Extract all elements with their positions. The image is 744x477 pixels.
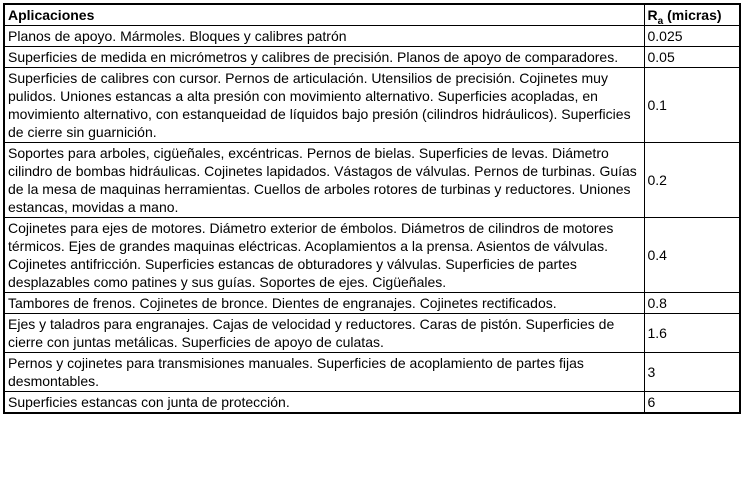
- application-cell: Soportes para arboles, cigüeñales, excéntricas. Pernos de bielas. Superficies de levas. Diámetro cilindro de bombas hidráulicas. Cojinetes lapidados. Vástagos de válvulas. Pernos de turbinas. Guías de la mesa de maquinas herramientas. Cuellos de arboles rotores de turbinas y reductores. Uniones estancas, movidas a mano.: [4, 143, 644, 218]
- application-cell: Tambores de frenos. Cojinetes de bronce. Dientes de engranajes. Cojinetes rectificados.: [4, 293, 644, 314]
- ra-column-header: [644, 4, 740, 26]
- table-row: [4, 314, 740, 353]
- application-cell: Cojinetes para ejes de motores. Diámetro exterior de émbolos. Diámetros de cilindros de motores térmicos. Ejes de grandes maquinas eléctricas. Acoplamientos a la prensa. Asientos de válvulas. Cojinetes antifricción. Superficies estancas de obturadores y válvulas. Superficies de partes desplazables como patines y sus guías. Soportes de ejes. Cigüeñales.: [4, 218, 644, 293]
- table-row: [4, 293, 740, 314]
- application-cell: Ejes y taladros para engranajes. Cajas de velocidad y reductores. Caras de pistón. Superficies de cierre con juntas metálicas. Superficies de apoyo de culatas.: [4, 314, 644, 353]
- table-row: [4, 392, 740, 414]
- ra-value-cell: 3: [644, 353, 740, 392]
- application-cell: Pernos y cojinetes para transmisiones manuales. Superficies de acoplamiento de partes fijas desmontables.: [4, 353, 644, 392]
- ra-units: (micras): [663, 7, 722, 23]
- ra-value-cell: 0.05: [644, 47, 740, 68]
- application-cell: Superficies estancas con junta de protección.: [4, 392, 644, 414]
- table-row: [4, 353, 740, 392]
- table-body: [4, 26, 740, 414]
- application-cell: Superficies de calibres con cursor. Pernos de articulación. Utensilios de precisión. Cojinetes muy pulidos. Uniones estancas a alta presión con movimiento alternativo. Superficies acopladas, en movimiento alternativo, con estanqueidad de líquidos bajo presión (cilindros hidráulicos). Superficies de cierre sin guarnición.: [4, 68, 644, 143]
- ra-value-cell: 6: [644, 392, 740, 414]
- application-cell: Superficies de medida en micrómetros y calibres de precisión. Planos de apoyo de comparadores.: [4, 47, 644, 68]
- ra-value-cell: 0.2: [644, 143, 740, 218]
- table-row: [4, 68, 740, 143]
- application-cell: Planos de apoyo. Mármoles. Bloques y calibres patrón: [4, 26, 644, 47]
- ra-value-cell: 0.1: [644, 68, 740, 143]
- table-row: [4, 143, 740, 218]
- ra-symbol: R: [647, 7, 658, 23]
- ra-value-cell: 0.8: [644, 293, 740, 314]
- ra-value-cell: 1.6: [644, 314, 740, 353]
- ra-subscript: a: [657, 15, 664, 26]
- applications-column-header: Aplicaciones: [4, 4, 644, 26]
- table-header-row: [4, 4, 740, 26]
- table-row: [4, 47, 740, 68]
- roughness-applications-table: [3, 3, 741, 414]
- table-row: [4, 26, 740, 47]
- ra-value-cell: 0.025: [644, 26, 740, 47]
- ra-value-cell: 0.4: [644, 218, 740, 293]
- table-row: [4, 218, 740, 293]
